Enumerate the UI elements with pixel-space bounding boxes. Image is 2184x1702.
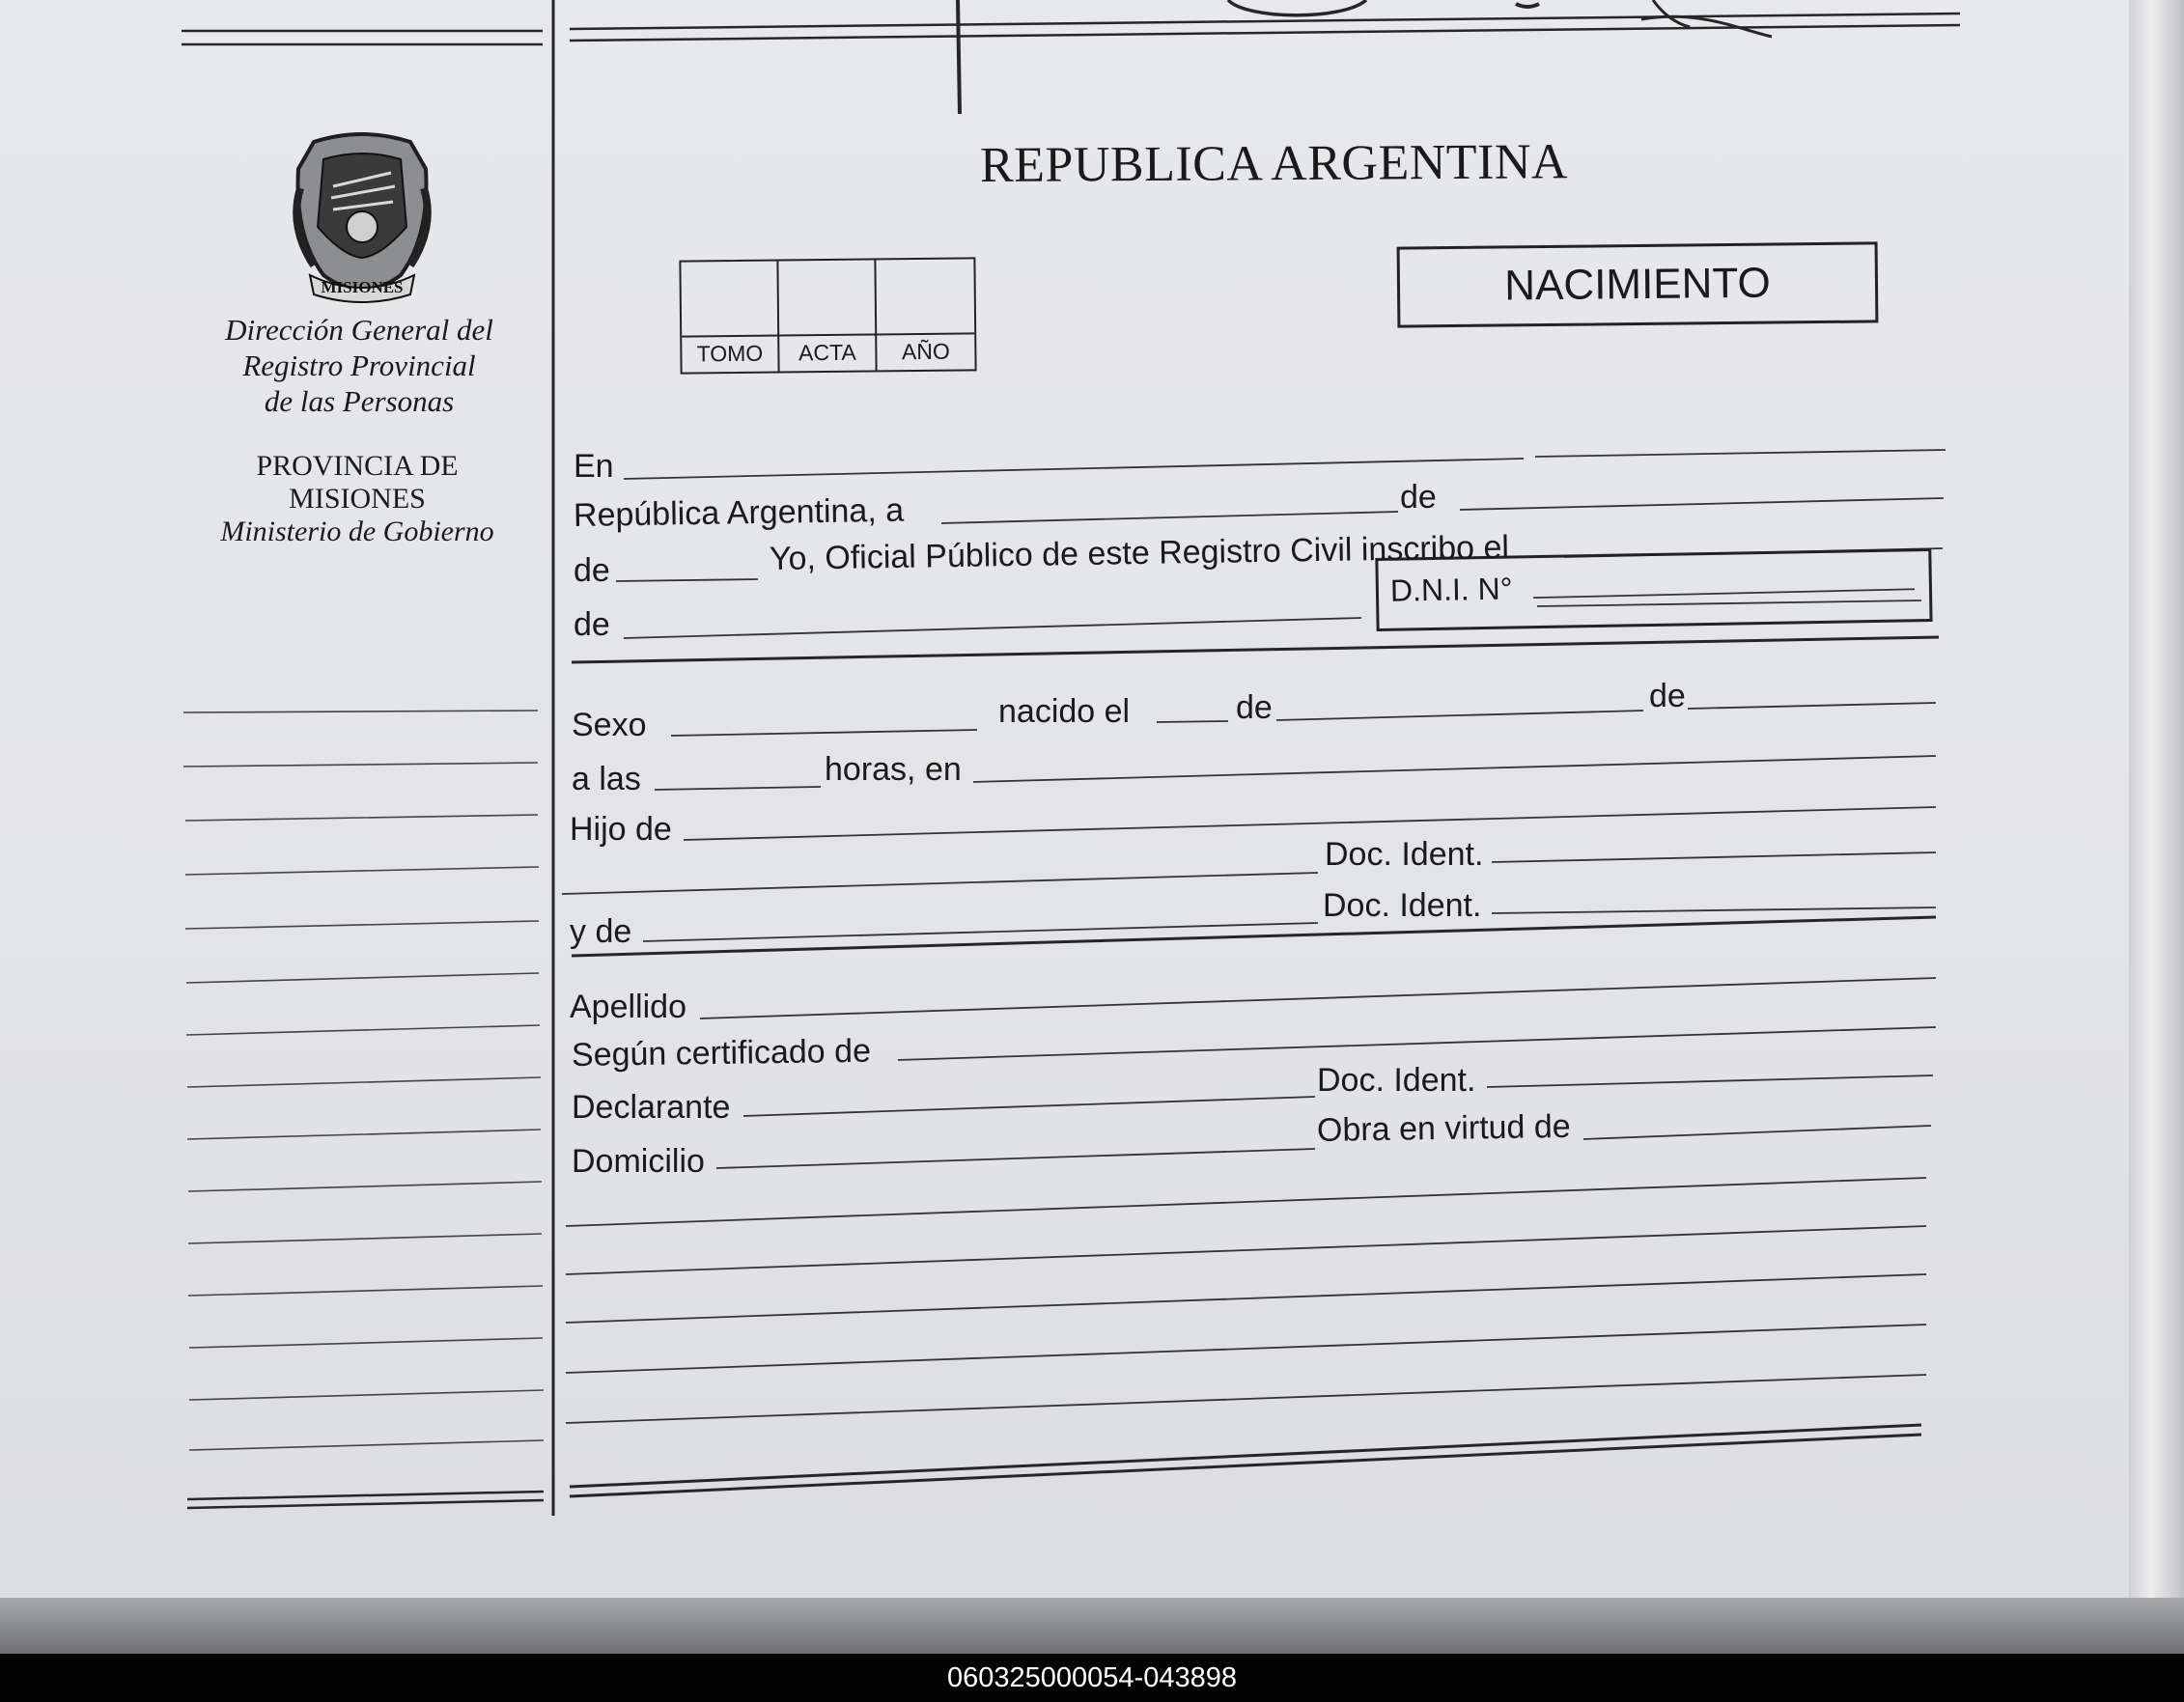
- label-declarante: Declarante: [572, 1089, 731, 1126]
- label-de-1: de: [1400, 479, 1437, 516]
- country-title: REPUBLICA ARGENTINA: [979, 134, 1569, 193]
- label-republica-a: República Argentina, a: [573, 491, 905, 534]
- label-apellido: Apellido: [570, 989, 686, 1025]
- label-en: En: [574, 448, 614, 485]
- label-de-2: de: [574, 552, 610, 589]
- acta-cell: [778, 260, 877, 334]
- institution-line: de las Personas: [264, 384, 455, 418]
- label-doc-ident-2: Doc. Ident.: [1323, 887, 1482, 924]
- province-block: [217, 450, 497, 548]
- tomo-label: TOMO: [682, 335, 779, 373]
- label-a-las: a las: [572, 761, 641, 797]
- label-y-de: y de: [570, 913, 632, 950]
- label-segun-certificado: Según certificado de: [571, 1032, 872, 1074]
- label-horas-en: horas, en: [825, 751, 962, 788]
- signature-stroke: [1653, 0, 1690, 27]
- act-type-label: NACIMIENTO: [1504, 259, 1771, 310]
- label-hijo-de: Hijo de: [570, 811, 672, 848]
- institution-block: [214, 312, 504, 419]
- acta-label: ACTA: [779, 333, 877, 371]
- document-code: 060325000054-043898: [947, 1662, 1237, 1693]
- label-doc-ident-3: Doc. Ident.: [1317, 1062, 1476, 1099]
- institution-line: Dirección General del: [225, 313, 493, 347]
- dni-label: D.N.I. N°: [1389, 571, 1513, 608]
- label-de-5: de: [1649, 678, 1686, 714]
- signature-stroke: [958, 0, 960, 114]
- ministry-name: Ministerio de Gobierno: [220, 516, 494, 547]
- label-domicilio: Domicilio: [572, 1143, 705, 1180]
- registry-reference-box: [679, 257, 976, 374]
- label-sexo: Sexo: [572, 707, 647, 743]
- label-doc-ident-1: Doc. Ident.: [1325, 836, 1484, 873]
- act-type-box: [1397, 241, 1879, 327]
- signature-stroke: [1516, 4, 1539, 7]
- province-line: PROVINCIA DE: [256, 450, 459, 482]
- dni-field-line: [1533, 586, 1919, 602]
- label-oficial-publico: Yo, Oficial Público de este Registro Civil inscribo el: [769, 528, 1510, 577]
- label-de-4: de: [1236, 689, 1273, 726]
- seal-stroke: [1228, 0, 1366, 15]
- label-obra-en-virtud: Obra en virtud de: [1316, 1107, 1571, 1149]
- coat-of-arms-emblem: [285, 130, 439, 304]
- label-de-3: de: [574, 606, 610, 643]
- tomo-cell: [681, 262, 779, 336]
- institution-line: Registro Provincial: [242, 349, 476, 382]
- anio-label: AÑO: [877, 332, 974, 370]
- emblem-banner-text: MISIONES: [321, 278, 404, 296]
- anio-cell: [876, 259, 974, 333]
- province-line: MISIONES: [289, 483, 426, 515]
- label-nacido-el: nacido el: [998, 693, 1131, 730]
